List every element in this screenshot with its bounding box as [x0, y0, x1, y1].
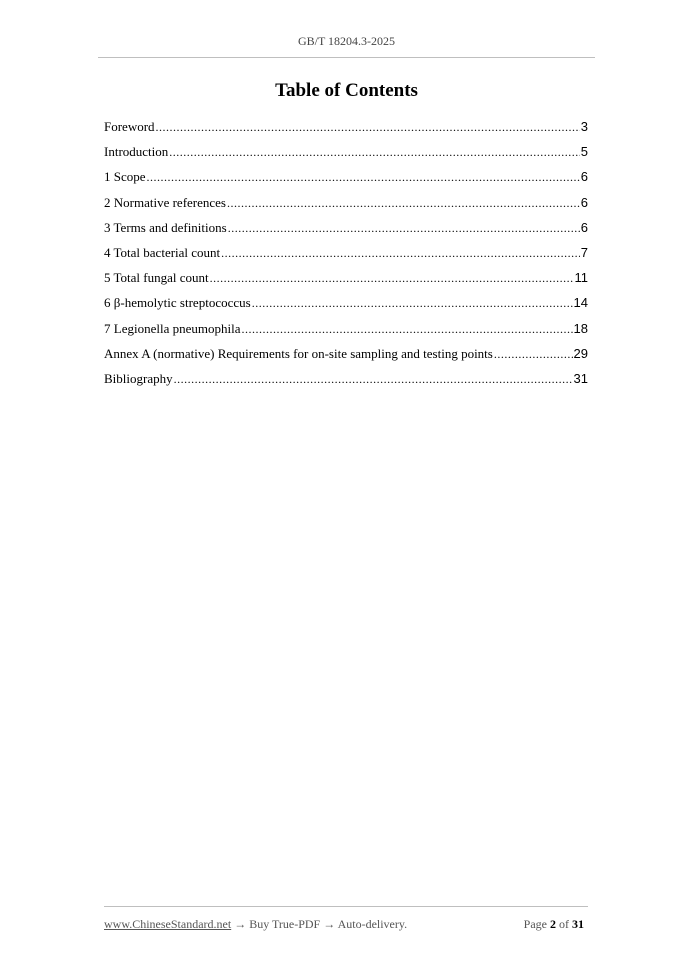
toc-entry-label: Annex A (normative) Requirements for on-site sampling and testing points — [104, 345, 493, 361]
page-number — [524, 917, 584, 932]
toc-entry-label: 1 Scope — [104, 169, 146, 185]
toc-dot-leader — [494, 344, 573, 364]
toc-entry-introduction[interactable] — [104, 142, 588, 167]
toc-entry-page: 14 — [573, 295, 588, 311]
toc-entry-foreword[interactable] — [104, 117, 588, 142]
toc-entry-label: Bibliography — [104, 370, 173, 386]
toc-entry-page: 3 — [580, 119, 588, 134]
page-current: 2 — [550, 917, 556, 931]
footer-promo — [104, 917, 407, 932]
toc-entry-label: 6 β-hemolytic streptococcus — [104, 295, 251, 311]
toc-entry-total-bacterial-count[interactable] — [104, 243, 588, 268]
toc-dot-leader — [228, 218, 580, 238]
toc-dot-leader — [156, 117, 580, 137]
toc-entry-terms-and-definitions[interactable] — [104, 218, 588, 243]
toc-dot-leader — [210, 268, 574, 288]
toc-dot-leader — [241, 319, 572, 339]
footer-tagline: → Buy True-PDF → Auto-delivery. — [231, 917, 408, 931]
footer-divider — [104, 906, 588, 907]
toc-entry-page: 6 — [580, 194, 588, 210]
toc-dot-leader — [147, 167, 580, 187]
toc-entry-legionella-pneumophila[interactable] — [104, 319, 588, 344]
toc-dot-leader — [252, 293, 573, 313]
toc-entry-label: 3 Terms and definitions — [104, 219, 227, 235]
toc-entry-label: Foreword — [104, 119, 155, 134]
toc-dot-leader — [169, 142, 580, 162]
toc-entry-bibliography[interactable] — [104, 369, 588, 394]
page-total: 31 — [572, 917, 584, 931]
toc-entry-page: 5 — [580, 144, 588, 160]
header-divider — [98, 57, 595, 58]
toc-dot-leader — [227, 193, 580, 213]
toc-entry-page: 18 — [573, 320, 588, 336]
toc-entry-annex-a[interactable] — [104, 344, 588, 369]
toc-entry-page: 29 — [573, 345, 588, 361]
toc-entry-page: 6 — [580, 219, 588, 235]
toc-title: Table of Contents — [275, 80, 418, 101]
toc-entry-page: 31 — [573, 370, 588, 386]
toc-entry-label: 2 Normative references — [104, 194, 226, 210]
toc-entry-total-fungal-count[interactable] — [104, 268, 588, 293]
page-of: of — [556, 917, 572, 931]
toc-entry-page: 6 — [580, 169, 588, 185]
toc-dot-leader — [221, 243, 580, 263]
footer-site-link[interactable]: www.ChineseStandard.net — [104, 917, 232, 931]
toc-entry-beta-hemolytic-streptococcus[interactable] — [104, 293, 588, 318]
page-prefix: Page — [523, 917, 550, 931]
toc-entry-label: 5 Total fungal count — [104, 270, 209, 286]
toc-dot-leader — [174, 369, 573, 389]
running-header: GB/T 18204.3-2025 — [297, 34, 396, 48]
toc-entry-scope[interactable] — [104, 167, 588, 192]
toc-entry-label: Introduction — [104, 144, 169, 160]
toc-entry-page: 7 — [580, 244, 588, 260]
toc-entry-label: 4 Total bacterial count — [104, 244, 221, 260]
toc-entry-label: 7 Legionella pneumophila — [104, 320, 241, 336]
toc-entry-page: 11 — [574, 270, 588, 286]
toc-list — [104, 117, 588, 394]
toc-entry-normative-references[interactable] — [104, 193, 588, 218]
